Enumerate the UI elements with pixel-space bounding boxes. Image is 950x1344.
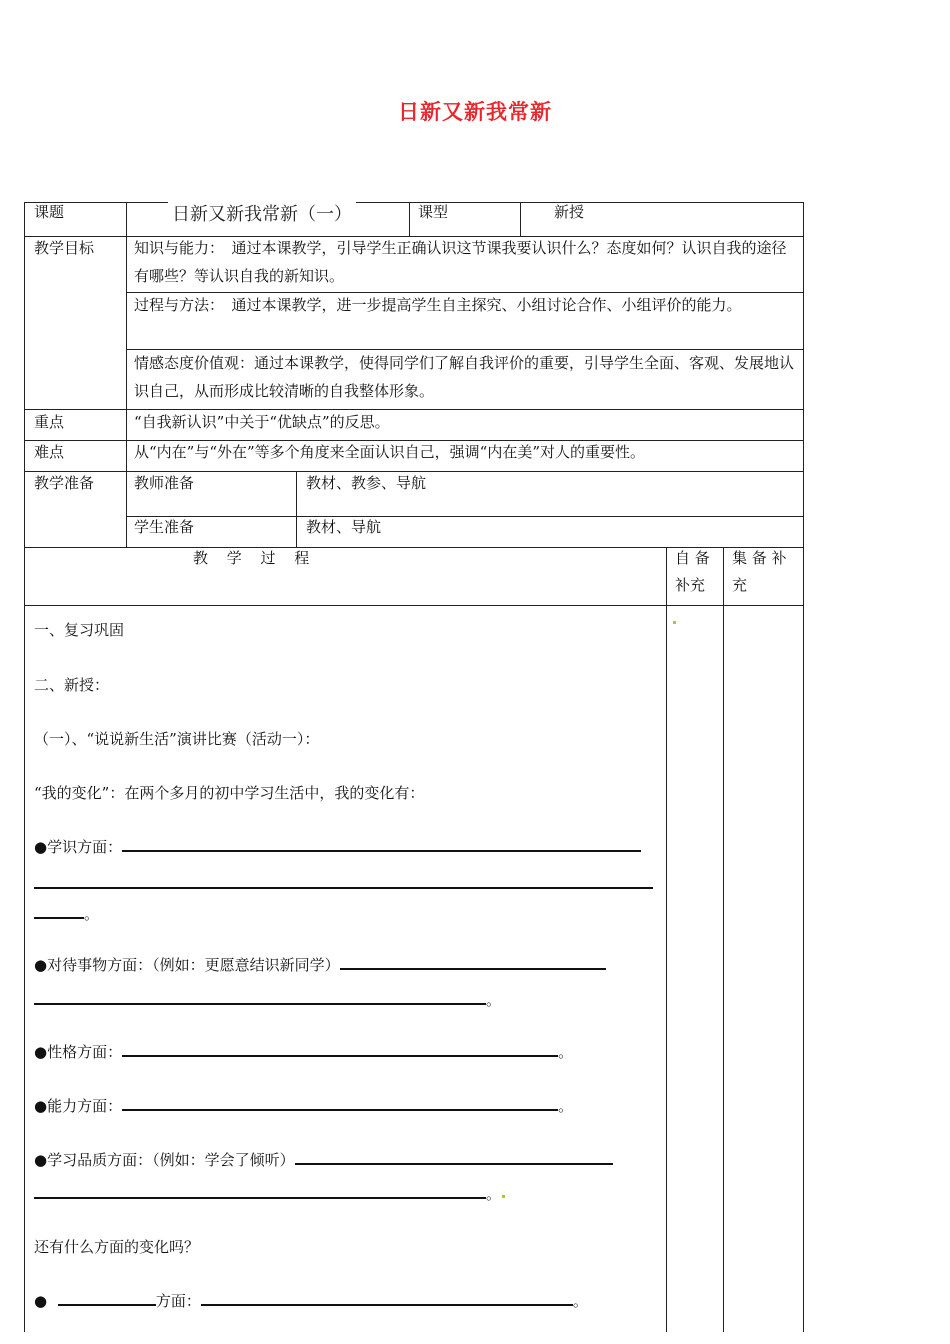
column-divider xyxy=(409,202,410,236)
topic-value: 日新又新我常新（一） xyxy=(168,200,356,226)
treat-aspect-label: ●对待事物方面：（例如：更愿意结识新同学） xyxy=(34,956,340,974)
knowledge-aspect-end xyxy=(34,900,99,928)
answer-blank[interactable] xyxy=(295,1163,613,1165)
my-change-intro: “我的变化”：在两个多月的初中学习生活中，我的变化有： xyxy=(34,784,425,802)
answer-blank[interactable] xyxy=(201,1304,573,1306)
section-new-lesson: 二、新授： xyxy=(34,676,110,694)
quality-aspect-item xyxy=(34,1146,613,1174)
objective-knowledge: 知识与能力： 通过本课教学，引导学生正确认识这节课我要认识什么？态度如何？认识自我的途径有哪些？等认识自我的新知识。 xyxy=(134,239,787,285)
quality-aspect-label: ●学习品质方面：（例如：学会了倾听） xyxy=(34,1151,295,1169)
table-border-right xyxy=(803,202,804,1332)
personality-aspect-label: ●性格方面： xyxy=(34,1043,123,1061)
custom-aspect-item xyxy=(34,1287,588,1315)
table-border-left xyxy=(24,202,25,1332)
topic-label: 课题 xyxy=(34,203,65,221)
period-mark: 。 xyxy=(558,1043,574,1061)
knowledge-aspect-item xyxy=(34,833,641,861)
treat-aspect-continuation xyxy=(34,986,501,1014)
process-header: 教 学 过 程 xyxy=(193,549,317,567)
table-border-top xyxy=(24,202,803,203)
period-mark: 。 xyxy=(572,1292,588,1310)
other-change-question: 还有什么方面的变化吗？ xyxy=(34,1238,200,1256)
quality-aspect-continuation xyxy=(34,1180,501,1208)
row-divider xyxy=(126,516,803,517)
answer-blank[interactable] xyxy=(122,1055,558,1057)
aspect-name-blank[interactable] xyxy=(58,1304,156,1306)
row-divider xyxy=(24,605,803,606)
objective-emotion: 情感态度价值观：通过本课教学，使得同学们了解自我评价的重要，引导学生全面、客观、发展地认识自己，从而形成比较清晰的自我整体形象。 xyxy=(134,354,795,400)
column-divider xyxy=(723,547,724,1332)
period-mark: 。 xyxy=(486,991,502,1009)
column-divider xyxy=(666,547,667,1332)
objectives-label: 教学目标 xyxy=(34,239,95,257)
answer-blank[interactable] xyxy=(122,1109,558,1111)
difficulty-label: 难点 xyxy=(34,443,65,461)
group-prep-header-line2: 充 xyxy=(732,576,748,594)
objective-method: 过程与方法： 通过本课教学，进一步提高学生自主探究、小组讨论合作、小组评价的能力。 xyxy=(134,296,742,314)
answer-blank[interactable] xyxy=(340,968,606,970)
ability-aspect-label: ●能力方面： xyxy=(34,1097,123,1115)
column-divider xyxy=(296,471,297,547)
treat-aspect-item xyxy=(34,951,606,979)
bullet: ● xyxy=(34,1292,48,1310)
personality-aspect-item xyxy=(34,1038,573,1066)
period-mark: 。 xyxy=(84,905,100,923)
answer-blank[interactable] xyxy=(34,917,84,919)
column-divider xyxy=(126,202,127,547)
column-divider xyxy=(520,202,521,236)
answer-blank[interactable] xyxy=(122,850,641,852)
page-title: 日新又新我常新 xyxy=(398,100,552,124)
key-point-label: 重点 xyxy=(34,413,65,431)
type-value: 新授 xyxy=(554,203,585,221)
self-prep-header-line2: 补充 xyxy=(675,576,706,594)
aspect-suffix: 方面： xyxy=(155,1292,201,1310)
knowledge-aspect-label: ●学识方面： xyxy=(34,838,123,856)
difficulty-text: 从“内在”与“外在”等多个角度来全面认识自己，强调“内在美”对人的重要性。 xyxy=(134,443,646,461)
type-label: 课型 xyxy=(418,203,449,221)
scan-speck xyxy=(502,1195,505,1198)
activity-one-heading: （一）、“说说新生活”演讲比赛（活动一）： xyxy=(34,730,320,748)
key-point-text: “自我新认识”中关于“优缺点”的反思。 xyxy=(134,413,390,431)
group-prep-header-line1: 集 备 补 xyxy=(732,549,787,567)
student-prep-label: 学生准备 xyxy=(134,518,195,536)
answer-blank[interactable] xyxy=(34,887,653,889)
student-prep-value: 教材、导航 xyxy=(306,518,382,536)
scan-speck xyxy=(673,621,676,624)
knowledge-aspect-continuation xyxy=(34,870,653,898)
preparation-label: 教学准备 xyxy=(34,474,95,492)
section-review: 一、复习巩固 xyxy=(34,621,125,639)
self-prep-header-line1: 自 备 xyxy=(675,549,710,567)
period-mark: 。 xyxy=(558,1097,574,1115)
teacher-prep-label: 教师准备 xyxy=(134,474,195,492)
period-mark: 。 xyxy=(486,1185,502,1203)
ability-aspect-item xyxy=(34,1092,573,1120)
teacher-prep-value: 教材、教参、导航 xyxy=(306,474,427,492)
answer-blank[interactable] xyxy=(34,1003,486,1005)
answer-blank[interactable] xyxy=(34,1197,486,1199)
